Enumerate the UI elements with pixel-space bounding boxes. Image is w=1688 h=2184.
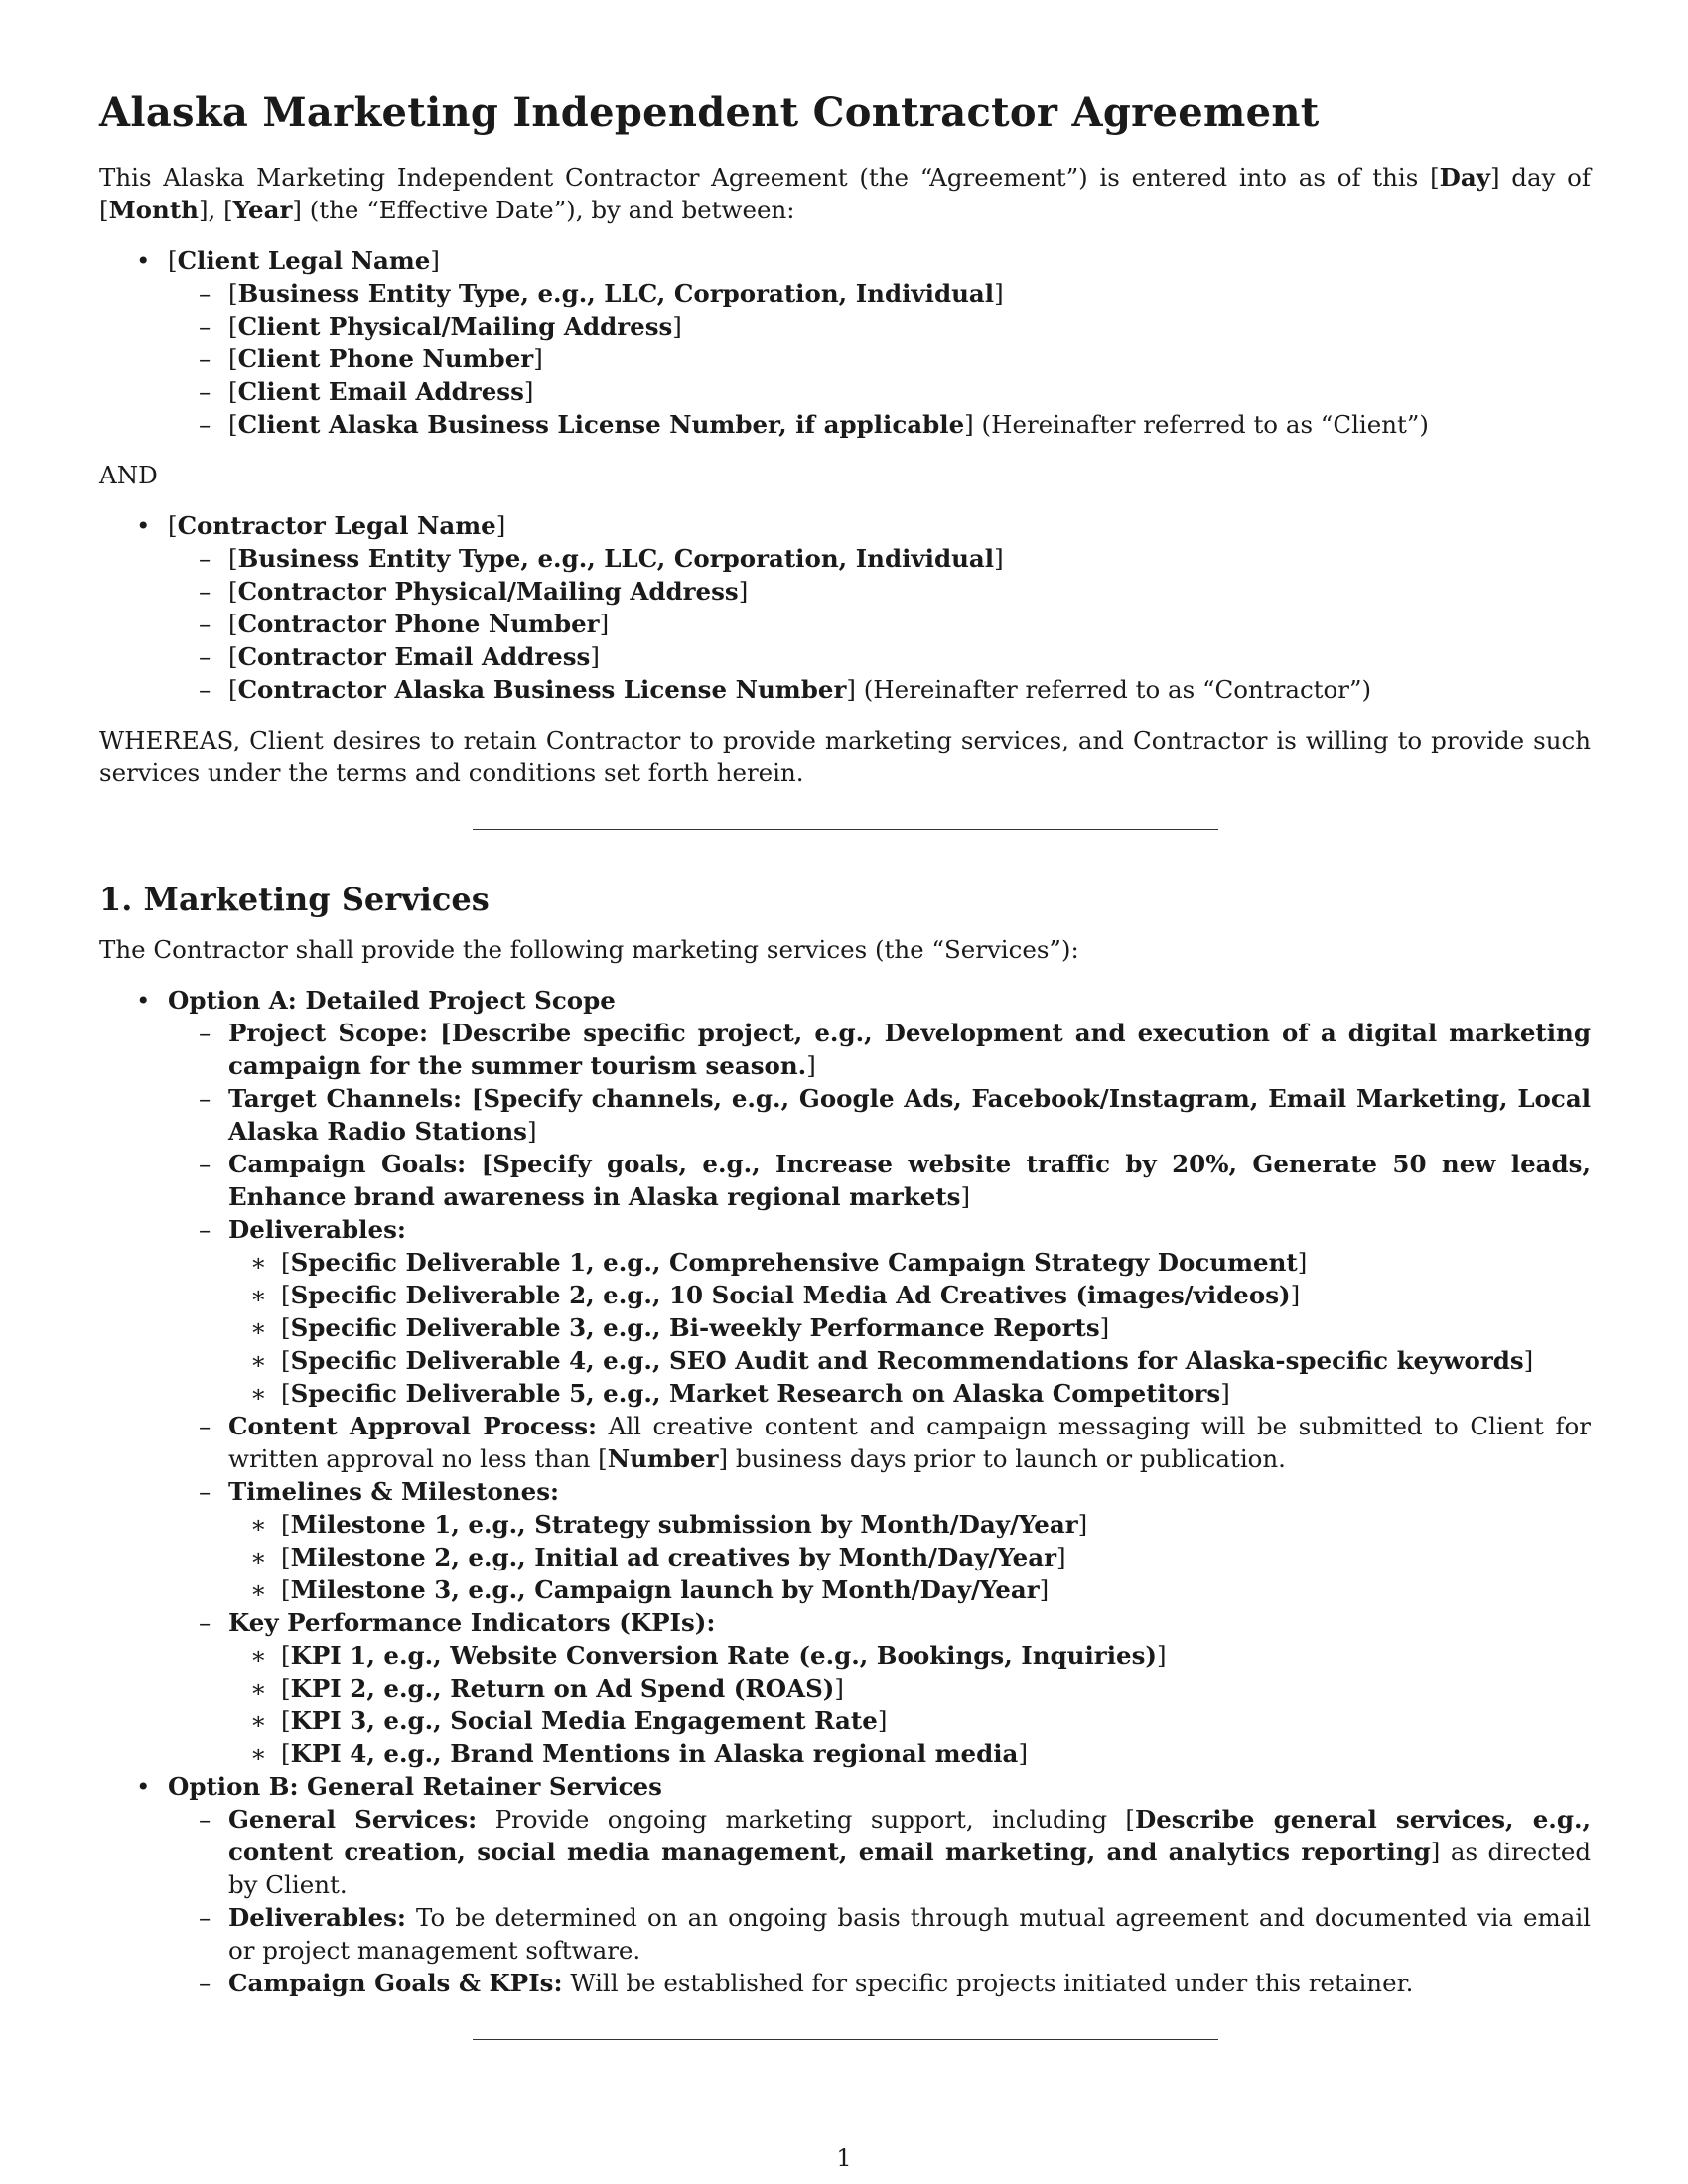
content-approval-text: ] business days prior to launch or publication. [718,1444,1286,1473]
target-channels-text: Target Channels: [Specify channels, e.g., Google Ads, Facebook/Instagram, Email Marketing, Local Alaska Radio Stations [228,1084,1591,1146]
bracket: [ [228,642,238,671]
kpi-label: Key Performance Indicators (KPIs): [228,1608,716,1637]
kpi-text: KPI 4, e.g., Brand Mentions in Alaska regional media [290,1739,1019,1768]
bracket: ] [960,1182,971,1211]
client-address: Client Physical/Mailing Address [237,312,673,341]
kpi-entry: ∗ [KPI 2, e.g., Return on Ad Spend (ROAS)] [228,1672,1591,1705]
client-legal-name: Client Legal Name [177,246,431,275]
intro-text: ], [ [198,196,233,224]
deliverable-item: ∗ [Specific Deliverable 2, e.g., 10 Social Media Ad Creatives (images/videos)] [228,1279,1591,1311]
contractor-phone: Contractor Phone Number [237,610,600,638]
bracket: ] [672,312,682,341]
bracket: ] [738,577,749,606]
kpi-entry: ∗ [KPI 3, e.g., Social Media Engagement Rate] [228,1705,1591,1737]
general-services-placeholder: Describe general services, e.g., content creation, social media management, email marketing, and analytics reporting [228,1805,1592,1866]
milestone-text: Milestone 3, e.g., Campaign launch by Month/Day/Year [290,1575,1040,1604]
deliverable-text: Specific Deliverable 1, e.g., Comprehensive Campaign Strategy Document [290,1248,1298,1277]
deliverable-item: ∗ [Specific Deliverable 4, e.g., SEO Audit and Recommendations for Alaska-specific keywords] [228,1344,1591,1377]
bracket: [ [228,577,238,606]
contractor-detail-item [168,575,1591,608]
bracket: [ [168,246,178,275]
client-detail-item [168,375,1591,408]
contractor-party [99,509,1591,706]
milestones-list [228,1508,1591,1606]
client-detail-item [168,342,1591,375]
services-options-list [99,984,1591,1999]
intro-paragraph [99,161,1591,226]
number-placeholder: Number [607,1444,719,1473]
document-page [99,87,1591,2040]
milestone-item: ∗ [Milestone 1, e.g., Strategy submission by Month/Day/Year] [228,1508,1591,1541]
general-services-text: Provide ongoing marketing support, including [ [477,1805,1135,1834]
bracket: [ [228,312,238,341]
horizontal-rule [473,829,1218,830]
client-detail-item [168,310,1591,342]
month-placeholder: Month [108,196,199,224]
bracket: [ [228,544,238,573]
timelines-item [168,1475,1591,1606]
section-intro: The Contractor shall provide the following marketing services (the “Services”): [99,935,1079,964]
bracket: ] [523,377,534,406]
bracket: [ [168,511,178,540]
document-title: Alaska Marketing Independent Contractor Agreement [99,89,1320,136]
milestone-item: ∗ [Milestone 2, e.g., Initial ad creatives by Month/Day/Year] [228,1541,1591,1573]
option-b-details [168,1803,1591,1999]
contractor-address: Contractor Physical/Mailing Address [237,577,739,606]
retainer-goals-item [168,1967,1591,1999]
intro-text: ] (the “Effective Date”), by and between: [292,196,795,224]
kpi-list [228,1639,1591,1770]
and-separator: AND [99,461,158,489]
deliverables-item [168,1213,1591,1410]
client-entity-type: Business Entity Type, e.g., LLC, Corporation, Individual [237,279,995,308]
timelines-label: Timelines & Milestones: [228,1477,560,1506]
bracket: [ [228,410,238,439]
horizontal-rule [473,2039,1218,2040]
section-heading: 1. Marketing Services [99,881,490,918]
contractor-party-list [99,509,1591,706]
retainer-deliverables-item [168,1901,1591,1967]
deliverable-item: ∗ [Specific Deliverable 3, e.g., Bi-weekly Performance Reports] [228,1311,1591,1344]
option-a-label: Option A: Detailed Project Scope [168,986,616,1015]
content-approval-item [168,1410,1591,1475]
intro-text: ] day of [ [99,163,1591,224]
bracket: ] [533,344,543,373]
kpi-entry: ∗ [KPI 4, e.g., Brand Mentions in Alaska regional media] [228,1737,1591,1770]
day-placeholder: Day [1439,163,1490,192]
intro-text: This Alaska Marketing Independent Contractor Agreement (the “Agreement”) is entered into as of this [ [99,163,1440,192]
bracket: ] [994,279,1004,308]
year-placeholder: Year [232,196,293,224]
contractor-detail-item [168,673,1591,706]
deliverable-item: ∗ [Specific Deliverable 5, e.g., Market Research on Alaska Competitors] [228,1377,1591,1410]
bracket: ] [590,642,600,671]
project-scope-text: Project Scope: [Describe specific project, e.g., Development and execution of a digital marketing campaign for the summer tourism season. [228,1019,1591,1080]
bracket: ] [806,1051,816,1080]
kpi-entry: ∗ [KPI 1, e.g., Website Conversion Rate (e.g., Bookings, Inquiries)] [228,1639,1591,1672]
client-phone: Client Phone Number [237,344,534,373]
kpi-text: KPI 1, e.g., Website Conversion Rate (e.g., Bookings, Inquiries) [290,1641,1157,1670]
deliverable-item: ∗ [Specific Deliverable 1, e.g., Comprehensive Campaign Strategy Document] [228,1246,1591,1279]
kpi-item [168,1606,1591,1770]
retainer-goals-text: Will be established for specific projects initiated under this retainer. [562,1969,1414,1997]
bracket: [ [228,610,238,638]
contractor-legal-name: Contractor Legal Name [177,511,496,540]
client-details [168,277,1591,441]
option-b-label: Option B: General Retainer Services [168,1772,662,1801]
contractor-detail-item [168,608,1591,640]
option-b [99,1770,1591,1999]
bracket: ] [994,544,1004,573]
deliverable-text: Specific Deliverable 2, e.g., 10 Social Media Ad Creatives (images/videos) [290,1281,1291,1309]
client-detail-item [168,277,1591,310]
retainer-deliverables-text: To be determined on an ongoing basis through mutual agreement and documented via email or project management software. [228,1903,1591,1965]
contractor-details [168,542,1591,706]
client-party [99,244,1591,441]
contractor-detail-item [168,640,1591,673]
bracket: [ [228,675,238,704]
general-services-item [168,1803,1591,1901]
bracket: [ [228,377,238,406]
general-services-text: ] as directed by Client. [228,1838,1591,1899]
whereas-paragraph: WHEREAS, Client desires to retain Contractor to provide marketing services, and Contractor is willing to provide such services under the terms and conditions set forth herein. [99,726,1591,787]
campaign-goals-item [168,1148,1591,1213]
deliverable-text: Specific Deliverable 5, e.g., Market Research on Alaska Competitors [290,1379,1221,1408]
client-license: Client Alaska Business License Number, if applicable [237,410,965,439]
retainer-goals-label: Campaign Goals & KPIs: [228,1969,563,1997]
milestone-item: ∗ [Milestone 3, e.g., Campaign launch by Month/Day/Year] [228,1573,1591,1606]
contractor-entity-type: Business Entity Type, e.g., LLC, Corporation, Individual [237,544,995,573]
option-a [99,984,1591,1770]
contractor-detail-item [168,542,1591,575]
bracket: ] [430,246,440,275]
client-hereinafter: ] (Hereinafter referred to as “Client”) [964,410,1429,439]
milestone-text: Milestone 2, e.g., Initial ad creatives by Month/Day/Year [290,1543,1057,1571]
project-scope-item [168,1017,1591,1082]
client-detail-item [168,408,1591,441]
bracket: ] [495,511,506,540]
content-approval-label: Content Approval Process: [228,1412,598,1440]
bracket: ] [526,1117,537,1146]
target-channels-item [168,1082,1591,1148]
kpi-text: KPI 3, e.g., Social Media Engagement Rate [290,1706,878,1735]
client-email: Client Email Address [237,377,524,406]
contractor-license: Contractor Alaska Business License Number [237,675,847,704]
kpi-text: KPI 2, e.g., Return on Ad Spend (ROAS) [290,1674,835,1703]
contractor-hereinafter: ] (Hereinafter referred to as “Contractor”) [846,675,1372,704]
client-party-list [99,244,1591,441]
deliverable-text: Specific Deliverable 4, e.g., SEO Audit and Recommendations for Alaska-specific keywords [290,1346,1524,1375]
milestone-text: Milestone 1, e.g., Strategy submission by Month/Day/Year [290,1510,1078,1539]
bracket: [ [228,279,238,308]
bracket: ] [599,610,610,638]
retainer-deliverables-label: Deliverables: [228,1903,406,1932]
option-a-details [168,1017,1591,1770]
content-approval-text: All creative content and campaign messaging will be submitted to Client for written approval no less than [ [228,1412,1591,1473]
deliverables-list [228,1246,1591,1410]
deliverable-text: Specific Deliverable 3, e.g., Bi-weekly Performance Reports [290,1313,1100,1342]
contractor-email: Contractor Email Address [237,642,591,671]
bracket: [ [228,344,238,373]
campaign-goals-text: Campaign Goals: [Specify goals, e.g., Increase website traffic by 20%, Generate 50 new leads, Enhance brand awareness in Alaska regional markets [228,1150,1591,1211]
page-number: 1 [836,2144,852,2172]
general-services-label: General Services: [228,1805,478,1834]
deliverables-label: Deliverables: [228,1215,406,1244]
